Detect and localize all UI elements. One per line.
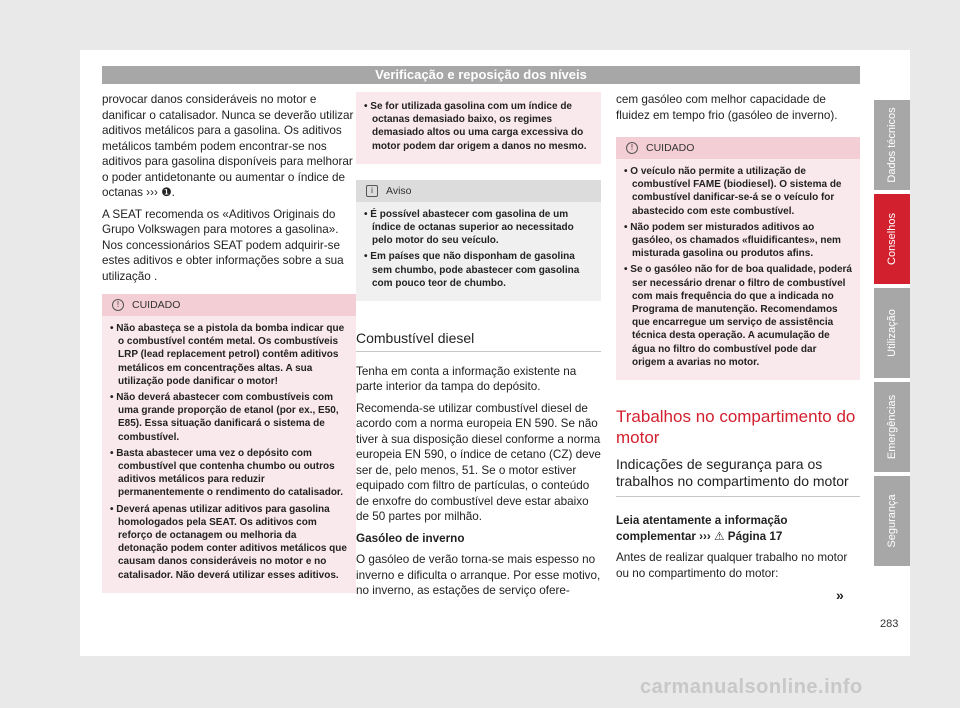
tab-emergencias[interactable]: [874, 382, 910, 472]
notice-header: [356, 180, 601, 202]
caution-title: CUIDADO: [132, 299, 181, 311]
paragraph: A SEAT recomenda os «Aditivos Originais do Grupo Volkswagen para motores a gasolina». Nos concessionários SEAT podem adquirir-se estes aditivos e obter informações sobre a sua utilização .: [102, 207, 344, 283]
caution-box: [616, 137, 860, 380]
page-header: Verificação e reposição dos níveis: [102, 66, 860, 84]
caution-header: [102, 294, 356, 316]
tab-utilizacao[interactable]: [874, 288, 910, 378]
watermark: carmanualsonline.info: [640, 676, 863, 698]
tab-label: Segurança: [886, 494, 898, 548]
paragraph: Tenha em conta a informação existente na parte interior da tampa do depósito.: [356, 364, 577, 394]
caution-title: CUIDADO: [646, 142, 695, 154]
paragraph: cem gasóleo com melhor capacidade de fluidez em tempo frio (gasóleo de inverno).: [616, 93, 838, 122]
caution-box: [102, 294, 356, 593]
caution-item: • Não podem ser misturados aditivos ao gasóleo, os chamados «fluidificantes», nem misturada gasolina ou produtos afins.: [624, 221, 852, 261]
caution-header: [616, 137, 860, 159]
subheading: Gasóleo de inverno: [356, 531, 465, 545]
notice-title: Aviso: [386, 184, 412, 197]
tab-conselhos[interactable]: [874, 194, 910, 284]
caution-item: • Se o gasóleo não for de boa qualidade, poderá ser necessário drenar o filtro de combustível com mais frequência do que a indicada no Programa de manutenção. Recomendamos que encarregue um serviço de assistência técnica desta operação. A acumulação de água no filtro do combustível pode dar origem a avarias no motor.: [624, 263, 852, 369]
chapter-tabs: [874, 100, 910, 570]
paragraph: provocar danos consideráveis no motor e danificar o catalisador. Nunca se deverão utilizar aditivos metálicos para a gasolina. Os aditivos metálicos também podem encontrar-se nos aditivos para gasolina disponíveis para melhorar o poder antidetonante ou aumentar o índice de octanas ››› ❶.: [102, 93, 354, 199]
paragraph: Recomenda-se utilizar combustível diesel de acordo com a norma europeia EN 590. Se não tiver à sua disposição diesel conforme a norma europeia EN 590, o índice de cetano (CZ) deve ser de, pelo menos, 51. Se o motor estiver equipado com filtro de partículas, o conteúdo de enxofre do combustível deve estar abaixo de 50 partes por milhão.: [356, 401, 601, 524]
tab-label: Emergências: [886, 394, 898, 460]
warning-icon: !: [626, 142, 638, 154]
tab-seguranca[interactable]: [874, 476, 910, 566]
section-title: Combustível diesel: [356, 331, 601, 352]
column-3: [616, 92, 860, 587]
notice-item: • É possível abastecer com gasolina de um índice de octanas superior ao necessitado pelo motor do seu veículo.: [364, 208, 593, 248]
continue-mark: »: [836, 587, 844, 603]
page-number: 283: [880, 618, 899, 630]
notice-box: [356, 180, 601, 301]
caution-box-continued: [356, 92, 601, 164]
tab-label: Conselhos: [886, 213, 898, 265]
warning-icon: !: [112, 299, 124, 311]
caution-item: • Deverá apenas utilizar aditivos para gasolina homologados pela SEAT. Os aditivos com reforço de octanagem ou melhoria da detonação podem conter aditivos metálicos que causam danos consideráveis no motor e no catalisador. Não deverá utilizar esses aditivos.: [110, 503, 348, 582]
caution-item: • Não deverá abastecer com combustíveis com uma grande proporção de etanol (por ex., E50, E85). Essa situação danificará o sistema de combustível.: [110, 391, 348, 444]
tab-dados-tecnicos[interactable]: [874, 100, 910, 190]
caution-item: • Não abasteça se a pistola da bomba indicar que o combustível contém metal. Os combustíveis LRP (lead replacement petrol) contêm aditivos metálicos em concentrações altas. A sua utilização pode danificar o motor!: [110, 322, 348, 388]
notice-item: • Em países que não disponham de gasolina sem chumbo, pode abastecer com gasolina com pouco teor de chumbo.: [364, 250, 593, 290]
column-1: [102, 92, 356, 593]
caution-item: • Basta abastecer uma vez o depósito com combustível que contenha chumbo ou outros aditivos metálicos para reduzir permanentemente o rendimento do catalisador.: [110, 447, 348, 500]
chapter-title: Trabalhos no compartimento do motor: [616, 407, 856, 448]
tab-label: Utilização: [886, 309, 898, 357]
caution-item: • O veículo não permite a utilização de combustível FAME (biodiesel). O sistema de combustível danificar-se-á se o veículo for abastecido com este combustível.: [624, 165, 852, 218]
caution-item: • Se for utilizada gasolina com um índice de octanas demasiado baixo, os regimes demasiado altos ou uma carga excessiva do motor podem dar origem a danos no mesmo.: [364, 100, 593, 153]
column-2: [356, 92, 601, 605]
info-icon: i: [366, 185, 378, 197]
paragraph: Antes de realizar qualquer trabalho no motor ou no compartimento do motor:: [616, 551, 848, 580]
tab-label: Dados técnicos: [886, 107, 898, 183]
section-title: Indicações de segurança para os trabalhos no compartimento do motor: [616, 456, 860, 497]
paragraph: O gasóleo de verão torna-se mais espesso no inverno e dificulta o arranque. Por esse motivo, no inverno, as estações de serviço ofere-: [356, 553, 601, 598]
reference-line[interactable]: Leia atentamente a informação complementar ››› ⚠ Página 17: [616, 514, 788, 543]
